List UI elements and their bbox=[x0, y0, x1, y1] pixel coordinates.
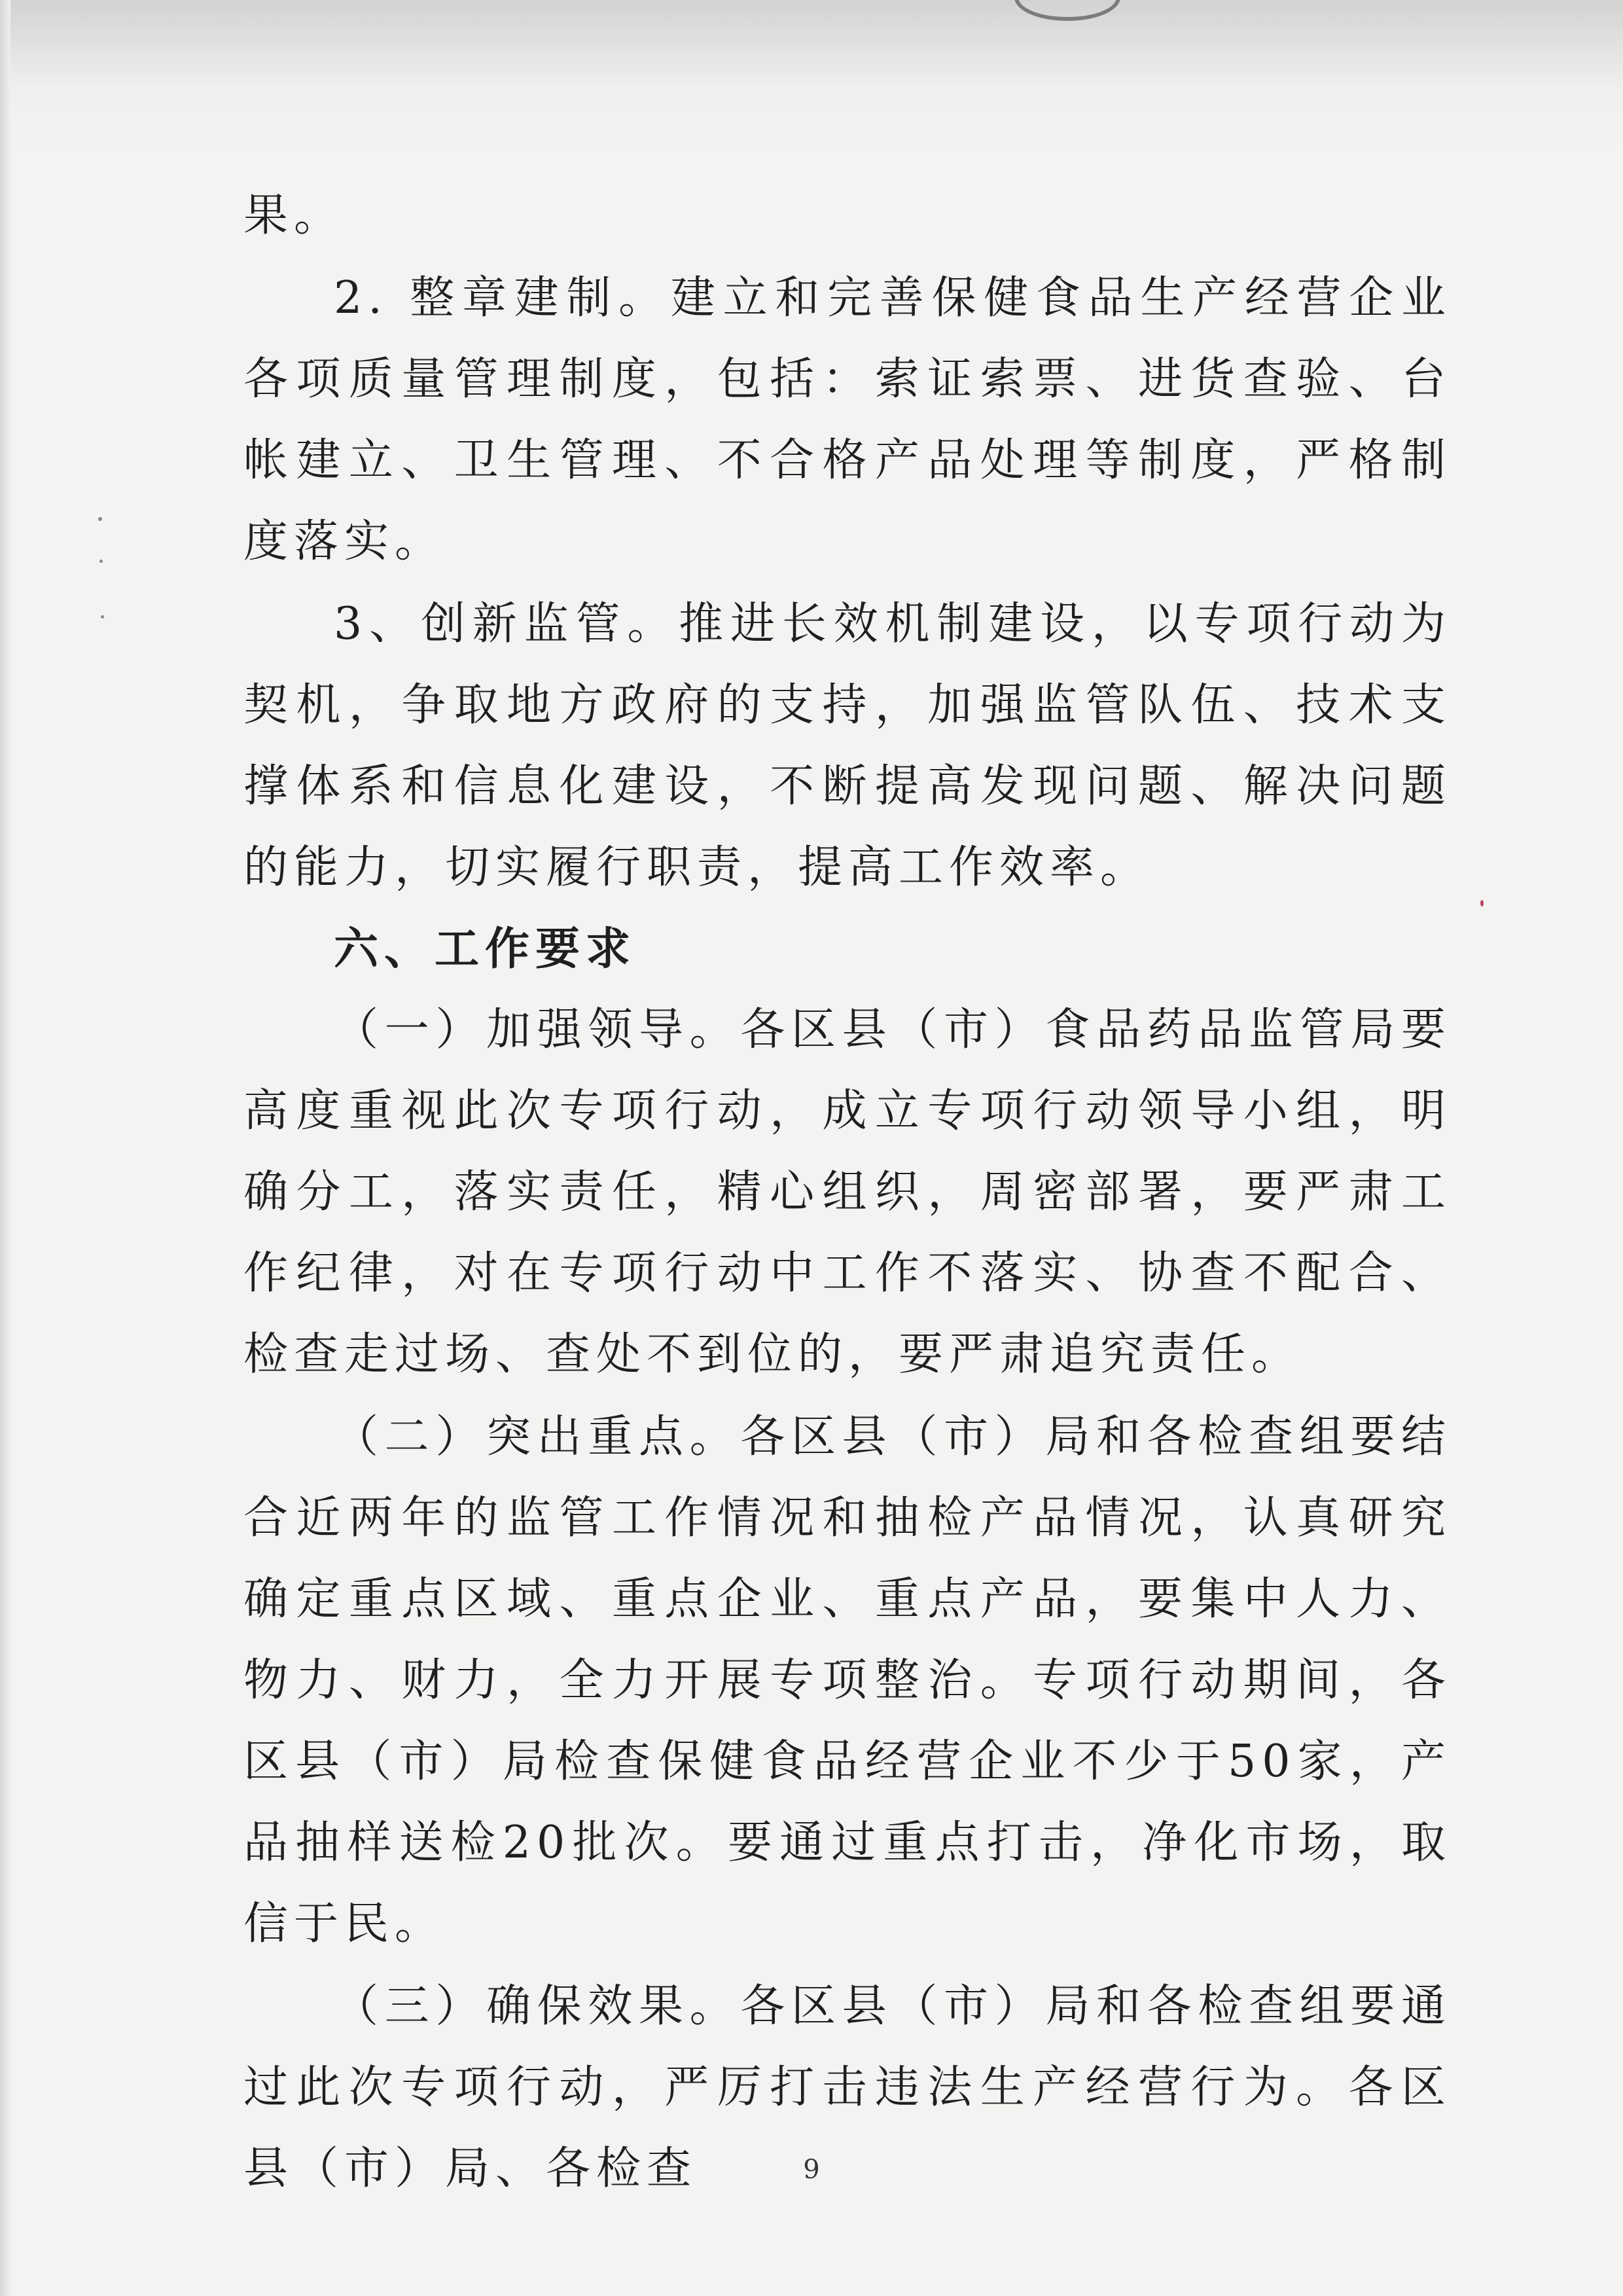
section-heading-work-requirements: 六、工作要求 bbox=[334, 923, 637, 975]
paragraph-continuation: 果。 bbox=[243, 190, 345, 242]
page-number: 9 bbox=[803, 2155, 820, 2185]
document-body bbox=[243, 175, 1452, 2210]
scan-edge-left bbox=[0, 0, 10, 2296]
scan-speck bbox=[101, 615, 104, 619]
paragraph-highlight-priorities: （二）突出重点。各区县（市）局和各检查组要结合近两年的监管工作情况和抽检产品情况，认真研究确定重点区域、重点企业、重点产品，要集中人力、物力、财力，全力开展专项整治。专项行动期间，各区县（市）局检查保健食品经营企业不少于50家，产品抽样送检20批次。要通过重点打击，净化市场，取信于民。 bbox=[243, 1411, 1452, 1950]
scan-speck bbox=[98, 517, 102, 521]
scan-speck bbox=[99, 560, 103, 563]
paragraph-ensure-results: （三）确保效果。各区县（市）局和各检查组要通过此次专项行动，严厉打击违法生产经营行为。各区县（市）局、各检查 bbox=[243, 1981, 1452, 2195]
scan-shadow-top bbox=[0, 0, 1623, 151]
scan-speck bbox=[1480, 900, 1484, 906]
paragraph-innovative-supervision: 3、创新监管。推进长效机制建设，以专项行动为契机，争取地方政府的支持，加强监管队伍、技术支撑体系和信息化建设，不断提高发现问题、解决问题的能力，切实履行职责，提高工作效率。 bbox=[243, 598, 1452, 893]
paragraph-rules-systems: 2. 整章建制。建立和完善保健食品生产经营企业各项质量管理制度，包括：索证索票、进货查验、台帐建立、卫生管理、不合格产品处理等制度，严格制度落实。 bbox=[243, 272, 1452, 567]
paragraph-strengthen-leadership: （一）加强领导。各区县（市）食品药品监管局要高度重视此次专项行动，成立专项行动领导小组，明确分工，落实责任，精心组织，周密部署，要严肃工作纪律，对在专项行动中工作不落实、协查不配合、检查走过场、查处不到位的，要严肃追究责任。 bbox=[243, 1004, 1452, 1380]
